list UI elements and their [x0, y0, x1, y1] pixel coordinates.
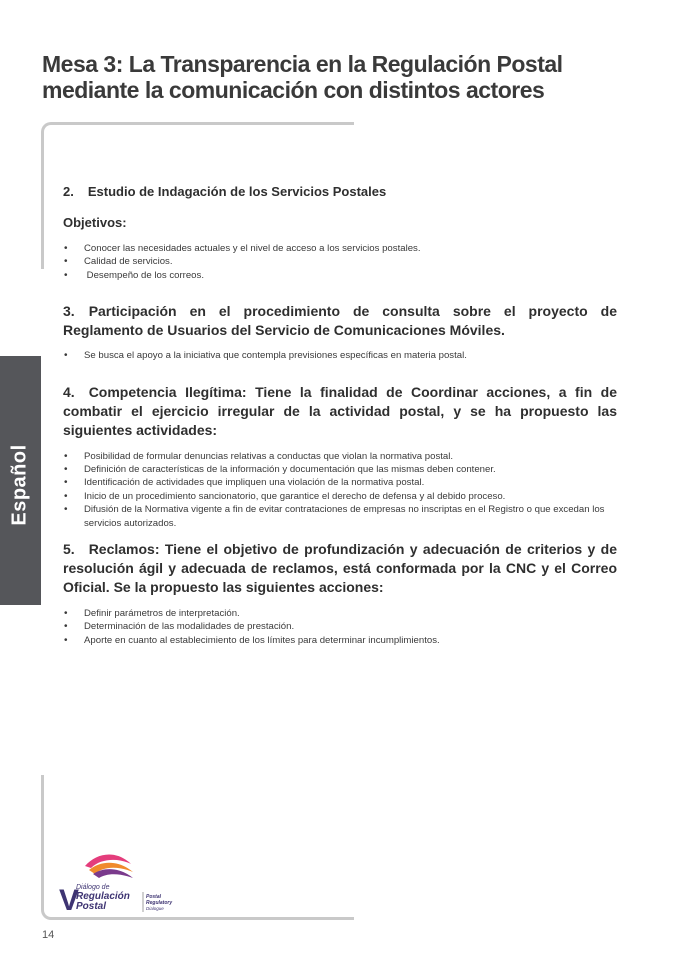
section-number: 5.: [63, 541, 75, 558]
language-side-tab-label: Español: [8, 444, 31, 526]
list-item: • Inicio de un procedimiento sancionatorio, que garantice el derecho de defensa y al debido proceso.: [63, 490, 617, 503]
section-heading: [63, 383, 617, 440]
logo-right-2: Regulatory: [146, 900, 173, 906]
logo-line-2: Regulación: [76, 891, 130, 902]
bullet-list: [63, 242, 617, 282]
section-title: Competencia Ilegítima: Tiene la finalidad de Coordinar acciones, a fin de combatir el ejercicio irregular de la actividad postal, y se ha propuesto las siguientes actividades:: [63, 383, 617, 438]
logo-line-1: Diálogo de: [76, 884, 110, 891]
page-number: 14: [42, 929, 55, 941]
logo-right-1: Postal: [146, 894, 162, 900]
logo-line-3: Postal: [76, 901, 107, 912]
list-item: • Posibilidad de formular denuncias relativas a conductas que violan la normativa postal.: [63, 450, 617, 463]
bullet-list: [63, 607, 617, 647]
list-item: • Determinación de las modalidades de prestación.: [63, 620, 617, 633]
list-item: • Definición de características de la información y documentación que las mismas deben contener.: [63, 463, 617, 476]
list-item: • Conocer las necesidades actuales y el nivel de acceso a los servicios postales.: [63, 242, 617, 255]
section-3: [63, 302, 617, 362]
list-item: • Se busca el apoyo a la iniciativa que contempla previsiones específicas en materia postal.: [63, 349, 617, 362]
section-number: 4.: [63, 383, 75, 400]
section-heading: [63, 540, 617, 597]
section-4: [63, 383, 617, 530]
list-item: • Desempeño de los correos.: [63, 269, 617, 282]
section-number: 2.: [63, 184, 74, 199]
list-item: • Aporte en cuanto al establecimiento de los límites para determinar incumplimientos.: [63, 634, 617, 647]
section-number: 3.: [63, 303, 75, 320]
section-heading: [63, 183, 617, 201]
section-title: Participación en el procedimiento de consulta sobre el proyecto de Reglamento de Usuarios del Servicio de Comunicaciones Móviles.: [63, 303, 617, 339]
section-heading: [63, 302, 617, 340]
page-title-line-1: Mesa 3: La Transparencia en la Regulación Postal: [42, 51, 563, 77]
section-2: [63, 183, 617, 282]
bullet-list: [63, 450, 617, 530]
section-title: Reclamos: Tiene el objetivo de profundización y adecuación de criterios y de resolución ágil y adecuada de reclamos, está conformada por la CNC y el Correo Oficial. Se la propuesto las siguientes acciones:: [63, 541, 617, 596]
list-item: • Identificación de actividades que impliquen una violación de la normativa postal.: [63, 476, 617, 489]
list-item: • Calidad de servicios.: [63, 255, 617, 268]
list-item: • Difusión de la Normativa vigente a fin de evitar contrataciones de empresas no inscriptas en el Registro o que excedan los servicios autorizados.: [63, 503, 617, 530]
bullet-list: [63, 349, 617, 362]
dialogo-regulacion-postal-logo: [55, 852, 185, 916]
list-item: • Definir parámetros de interpretación.: [63, 607, 617, 620]
main-content: [63, 183, 617, 647]
section-5: [63, 540, 617, 647]
page-title-line-2: mediante la comunicación con distintos actores: [42, 77, 545, 103]
logo-right-3: Dialogue: [146, 906, 164, 911]
section-subheading: Objetivos:: [63, 215, 127, 230]
logo-numeral: V: [59, 884, 80, 916]
section-title: Estudio de Indagación de los Servicios Postales: [87, 184, 387, 199]
page-title: [42, 51, 642, 103]
